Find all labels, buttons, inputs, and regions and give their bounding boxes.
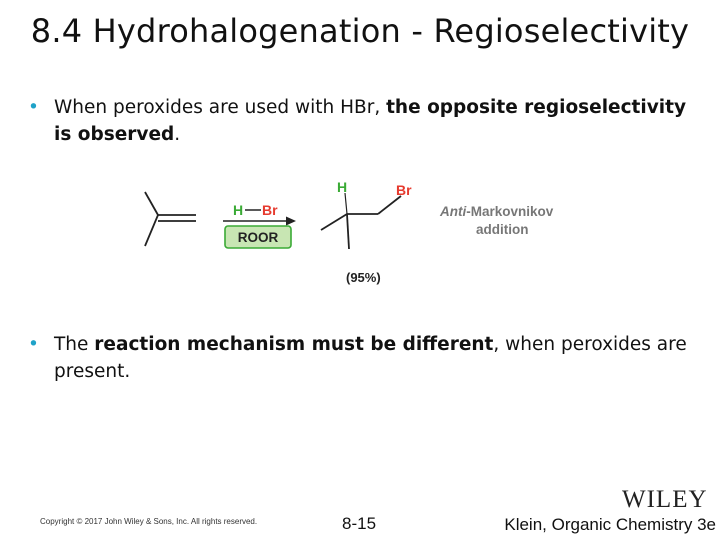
peroxide-label: ROOR <box>237 230 279 245</box>
bullet-text: When peroxides are used with HBr, the opposite regioselectivity is observed. <box>54 97 687 145</box>
bullet-bold-text: reaction mechanism must be different <box>94 334 494 355</box>
bullet-bold-text: the opposite regioselectivity is observed <box>54 97 687 145</box>
slide-title: 8.4 Hydrohalogenation - Regioselectivity <box>30 12 690 50</box>
product-structure <box>321 193 401 249</box>
yield-label: (95%) <box>346 270 381 285</box>
reagent-hydrogen: H <box>233 202 244 218</box>
markovnikov-text: -Markovnikov <box>466 204 554 219</box>
addition-label: addition <box>476 222 529 237</box>
bullet-text: The reaction mechanism must be different, when peroxides are present. <box>54 334 687 382</box>
page-number: 8-15 <box>342 514 377 533</box>
anti-markovnikov-label <box>439 204 554 219</box>
bullet-mechanism <box>28 331 694 385</box>
reagent-bromine: Br <box>262 202 278 218</box>
product-hydrogen: H <box>337 179 348 195</box>
anti-italic-text: Anti <box>440 204 467 219</box>
product-bromine: Br <box>396 182 412 198</box>
copyright-notice: Copyright © 2017 John Wiley & Sons, Inc. All rights reserved. <box>40 517 258 526</box>
alkene-structure <box>145 192 196 246</box>
wiley-logo: WILEY <box>622 486 708 513</box>
book-citation: Klein, Organic Chemistry 3e <box>504 515 716 534</box>
bullet-dot: • <box>28 334 39 355</box>
bullet-dot: • <box>28 97 39 118</box>
